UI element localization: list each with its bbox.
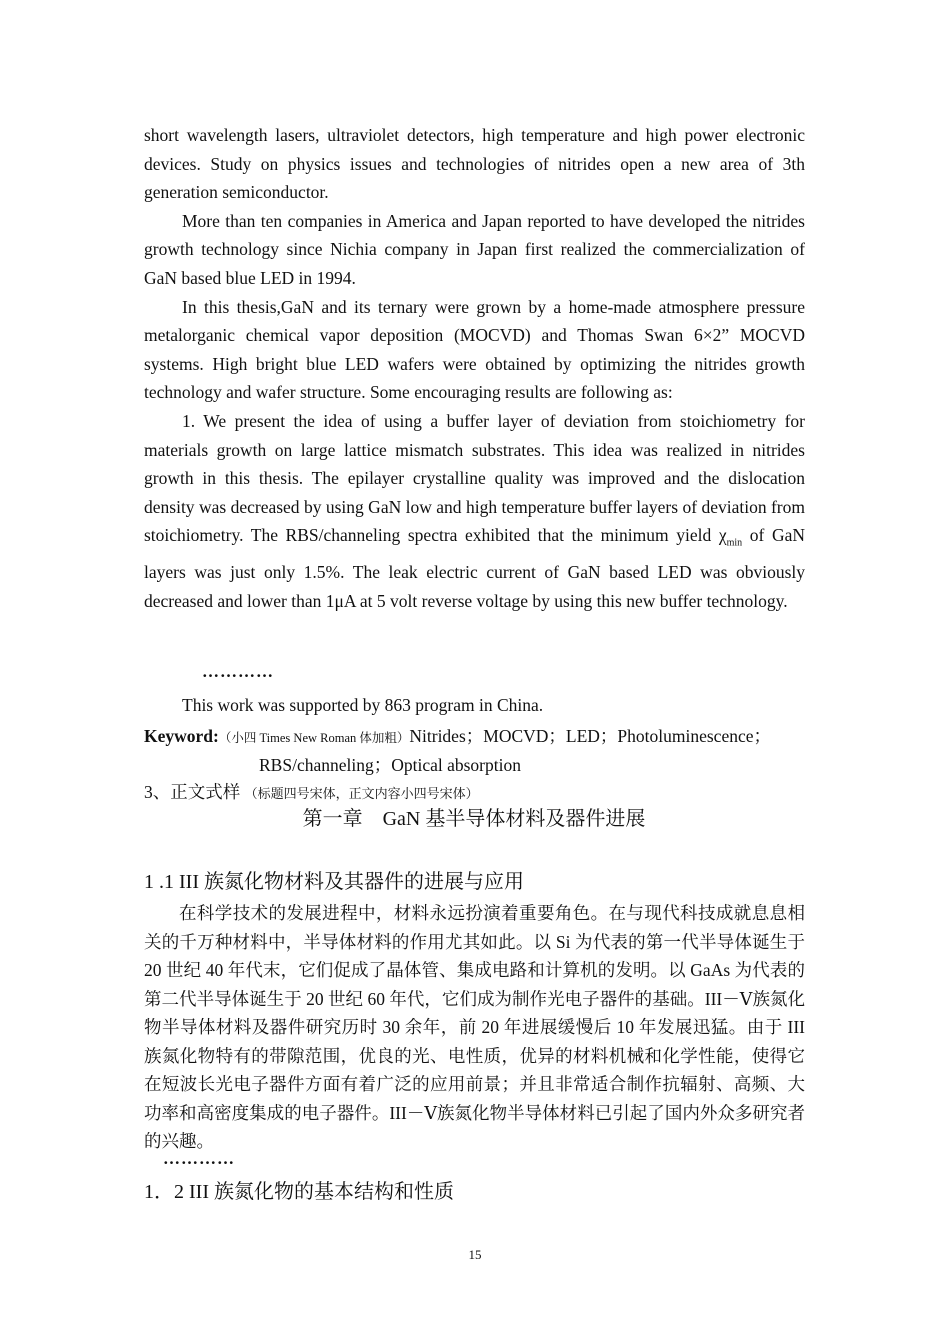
- keyword-list-1: Nitrides；MOCVD；LED；Photoluminescence；: [409, 726, 771, 746]
- abstract-p4-part1: 1. We present the idea of using a buffer layer of deviation from stoichiometry for materials growth on large lattice mismatch substrates. This idea was realized in nitrides growth in this thesis. The epilayer crystalline quality was improved and the dislocation density was decreased by using GaN low and high temperature buffer layers of deviation from stoichiometry. The RBS/channeling spectra exhibited that the minimum yield: [144, 410, 805, 546]
- keyword-label: Keyword:: [144, 726, 219, 746]
- chapter-title: [0, 806, 950, 832]
- section-3-heading: [144, 780, 479, 806]
- section-3-title: 3、正文式样: [144, 782, 241, 802]
- page-number: 15: [468, 1247, 482, 1262]
- heading-1-2: 1．2 III 族氮化物的基本结构和性质: [144, 1181, 454, 1203]
- chapter-title-text: 第一章 GaN 基半导体材料及器件进展: [302, 808, 646, 830]
- body-chinese-paragraph: 在科学技术的发展进程中，材料永远扮演着重要角色。在与现代科技成就息息相关的千万种材料中，半导体材料的作用尤其如此。以 Si 为代表的第一代半导体诞生于 20 世纪 40 年代末，它们促成了晶体管、集成电路和计算机的发明。以 GaAs 为代表的第二代半导体诞生于 20 世纪 60 年代，它们成为制作光电子器件的基础。III－Ⅴ族氮化物半导体材料及器件研究历时 30 余年，前 20 年进展缓慢后 10 年发展迅猛。由于 III 族氮化物特有的带隙范围，优良的光、电性质，优异的材料机械和化学性能，使得它在短波长光电子器件方面有着广泛的应用前景；并且非常适合制作抗辐射、高频、大功率和高密度集成的电子器件。III－Ⅴ族氮化物半导体材料已引起了国内外众多研究者的兴趣。: [144, 903, 805, 1151]
- chi-symbol: χ: [718, 525, 727, 546]
- abstract-paragraph-1: short wavelength lasers, ultraviolet detectors, high temperature and high power electronic devices. Study on physics issues and technologies of nitrides open a new area of 3th generation semiconductor.: [144, 125, 805, 203]
- abstract-english: [144, 121, 805, 616]
- chi-subscript: min: [726, 537, 743, 549]
- keyword-list-2: RBS/channeling；Optical absorption: [259, 755, 521, 775]
- keyword-format-note: （小四 Times New Roman 体加粗）: [218, 731, 410, 745]
- keyword-line: [144, 722, 771, 752]
- abstract-paragraph-4: [144, 407, 805, 616]
- ellipsis-english: …………: [202, 662, 274, 681]
- abstract-paragraph-2: More than ten companies in America and Japan reported to have developed the nitrides growth technology since Nichia company in Japan first realized the commercialization of GaN based blue LED in 1994.: [144, 210, 805, 288]
- section-3-note: （标题四号宋体，正文内容小四号宋体）: [244, 786, 479, 801]
- heading-1-1: 1 .1 III 族氮化物材料及其器件的进展与应用: [144, 871, 524, 893]
- ellipsis-chinese: …………: [163, 1149, 235, 1168]
- abstract-paragraph-3: In this thesis,GaN and its ternary were grown by a home-made atmosphere pressure metalorganic chemical vapor deposition (MOCVD) and Thomas Swan 6×2” MOCVD systems. High bright blue LED wafers were obtained by optimizing the nitrides growth technology and wafer structure. Some encouraging results are following as:: [144, 296, 805, 403]
- support-statement: This work was supported by 863 program in China.: [182, 695, 544, 715]
- abstract-p4-part2: of GaN layers was just only 1.5%. The leak electric current of GaN based LED was obviously decreased and lower than 1μA at 5 volt reverse voltage by using this new buffer technology.: [144, 525, 805, 611]
